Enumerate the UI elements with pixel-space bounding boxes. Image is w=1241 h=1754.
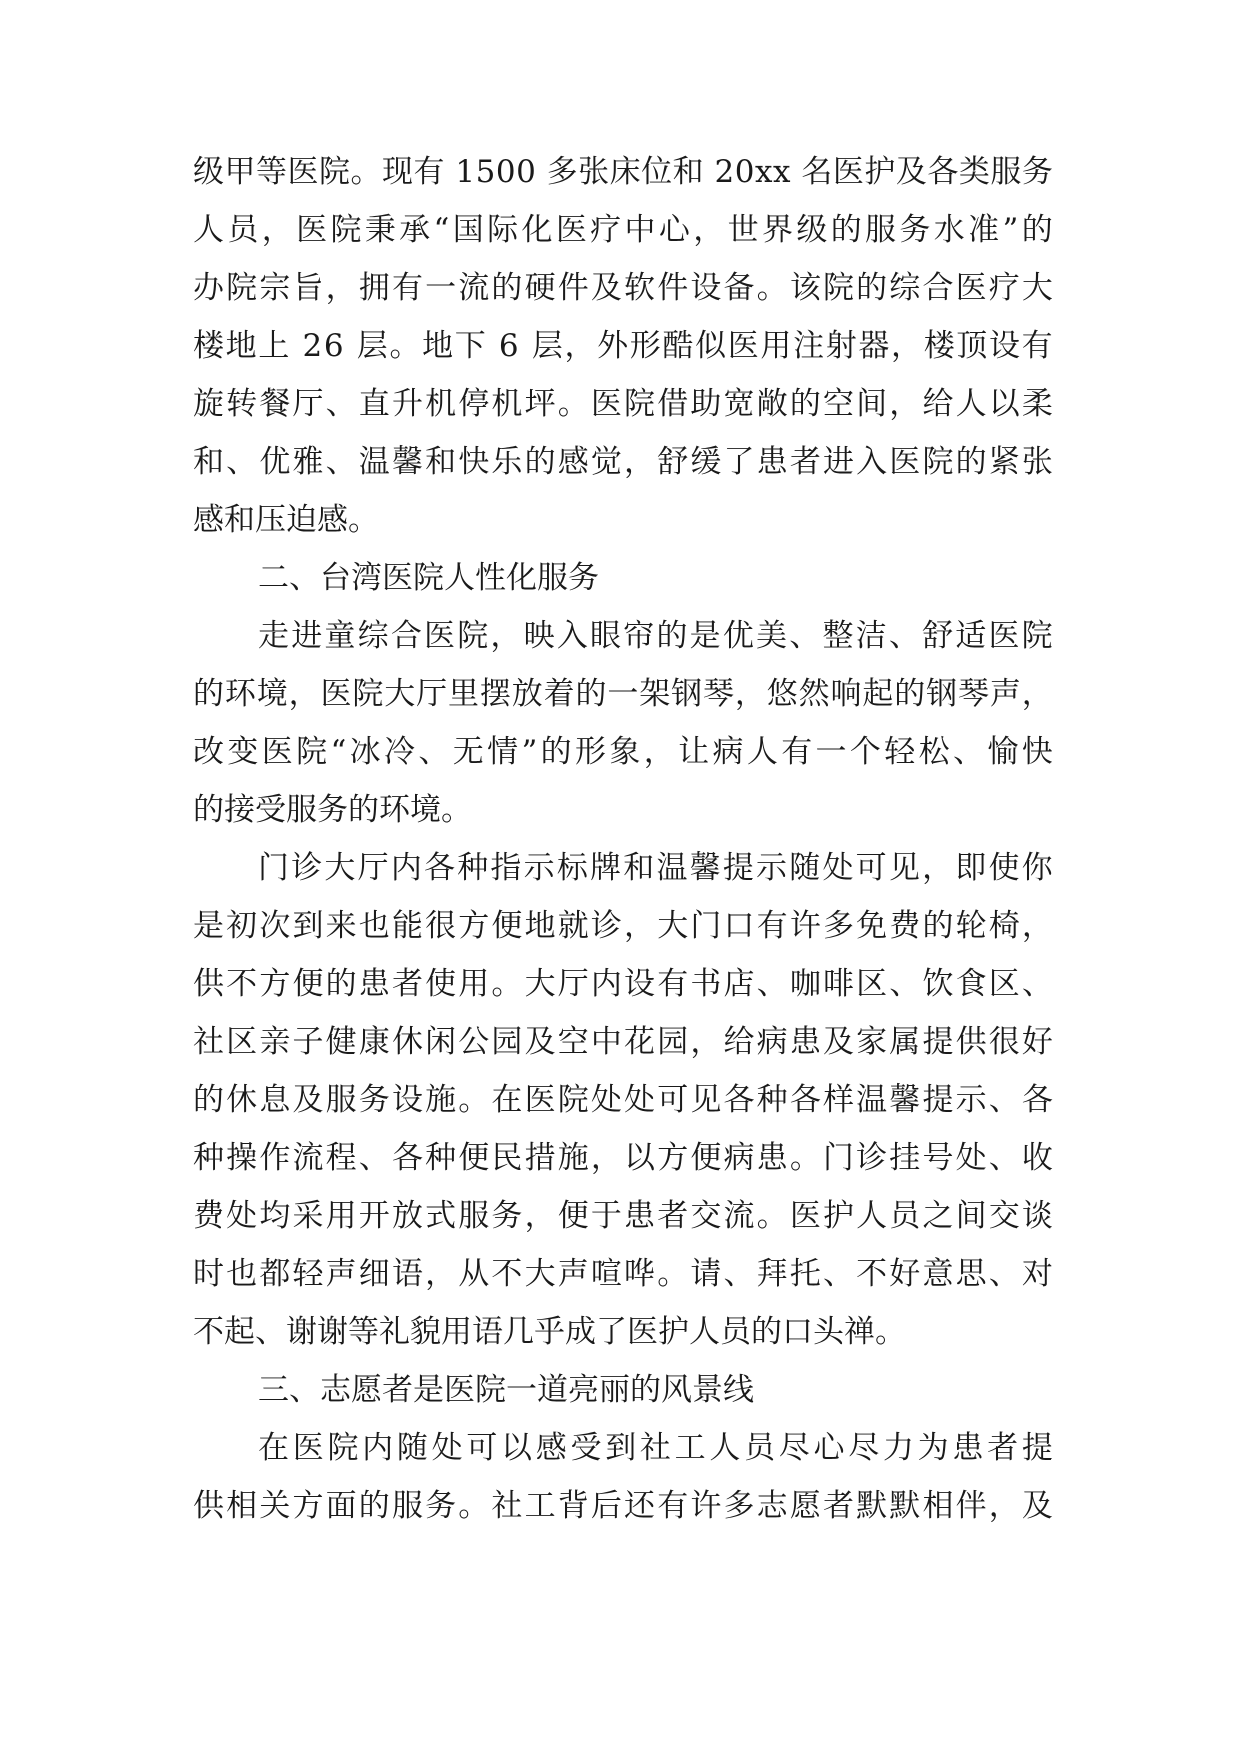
body-line-9: 走 进 童 综 合 医 院 ， 映 入 眼 帘 的 是 优 美 、 整 洁 、 舒 适 医 院 bbox=[258, 618, 1053, 654]
body-line-2: 人 员 ， 医 院 秉 承 “ 国 际 化 医 疗 中 心 ， 世 界 级 的 服 务 水 准 ” 的 bbox=[193, 212, 1053, 248]
body-line-10: 的 环 境 ， 医 院 大 厅 里 摆 放 着 的 一 架 钢 琴 ， 悠 然 响 起 的 钢 琴 声 ， bbox=[193, 676, 1053, 712]
body-line-4: 楼 地 上 2 6 层 。 地 下 6 层 ， 外 形 酷 似 医 用 注 射 器 ， 楼 顶 设 有 bbox=[193, 328, 1053, 364]
body-line-5: 旋 转 餐 厅 、 直 升 机 停 机 坪 。 医 院 借 助 宽 敞 的 空 间 ， 给 人 以 柔 bbox=[193, 386, 1053, 422]
body-line-12: 的接受服务的环境。 bbox=[193, 792, 472, 828]
body-line-20: 时 也 都 轻 声 细 语 ， 从 不 大 声 喧 哗 。 请 、 拜 托 、 不 好 意 思 、 对 bbox=[193, 1256, 1053, 1292]
body-line-13: 门 诊 大 厅 内 各 种 指 示 标 牌 和 温 馨 提 示 随 处 可 见 ， 即 使 你 bbox=[258, 850, 1053, 886]
body-line-15: 供 不 方 便 的 患 者 使 用 。 大 厅 内 设 有 书 店 、 咖 啡 区 、 饮 食 区 、 bbox=[193, 966, 1053, 1002]
body-line-1: 级 甲 等 医 院 。 现 有 1 5 0 0 多 张 床 位 和 2 0 x x 名 医 护 及 各 类 服 务 bbox=[193, 154, 1053, 190]
body-line-19: 费 处 均 采 用 开 放 式 服 务 ， 便 于 患 者 交 流 。 医 护 人 员 之 间 交 谈 bbox=[193, 1198, 1053, 1234]
body-line-7: 感和压迫感。 bbox=[193, 502, 379, 538]
body-line-21: 不起、谢谢等礼貌用语几乎成了医护人员的口头禅。 bbox=[193, 1314, 906, 1350]
body-line-24: 供 相 关 方 面 的 服 务 。 社 工 背 后 还 有 许 多 志 愿 者 默 默 相 伴 ， 及 bbox=[193, 1488, 1053, 1524]
body-line-18: 种 操 作 流 程 、 各 种 便 民 措 施 ， 以 方 便 病 患 。 门 诊 挂 号 处 、 收 bbox=[193, 1140, 1053, 1176]
body-line-17: 的 休 息 及 服 务 设 施 。 在 医 院 处 处 可 见 各 种 各 样 温 馨 提 示 、 各 bbox=[193, 1082, 1053, 1118]
body-line-3: 办 院 宗 旨 ， 拥 有 一 流 的 硬 件 及 软 件 设 备 。 该 院 的 综 合 医 疗 大 bbox=[193, 270, 1053, 306]
body-line-23: 在 医 院 内 随 处 可 以 感 受 到 社 工 人 员 尽 心 尽 力 为 患 者 提 bbox=[258, 1430, 1053, 1466]
section-heading-2: 二、台湾医院人性化服务 bbox=[258, 560, 599, 596]
section-heading-3: 三、志愿者是医院一道亮丽的风景线 bbox=[258, 1372, 754, 1408]
body-line-11: 改 变 医 院 “ 冰 冷 、 无 情 ” 的 形 象 ， 让 病 人 有 一 个 轻 松 、 愉 快 bbox=[193, 734, 1053, 770]
body-line-16: 社 区 亲 子 健 康 休 闲 公 园 及 空 中 花 园 ， 给 病 患 及 家 属 提 供 很 好 bbox=[193, 1024, 1053, 1060]
body-line-14: 是 初 次 到 来 也 能 很 方 便 地 就 诊 ， 大 门 口 有 许 多 免 费 的 轮 椅 ， bbox=[193, 908, 1053, 944]
body-line-6: 和 、 优 雅 、 温 馨 和 快 乐 的 感 觉 ， 舒 缓 了 患 者 进 入 医 院 的 紧 张 bbox=[193, 444, 1053, 480]
